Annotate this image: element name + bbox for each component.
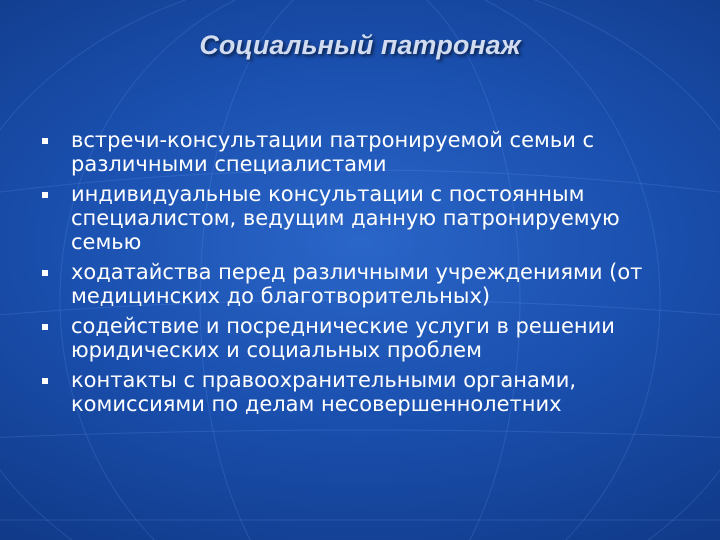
list-item-text: контакты с правоохранительными органами, комиссиями по делам несовершеннолетних — [71, 368, 577, 416]
list-item-text: индивидуальные консультации с постоянным специалистом, ведущим данную патронируемую семью — [71, 182, 620, 254]
square-bullet-icon — [42, 378, 48, 384]
square-bullet-icon — [42, 192, 48, 198]
list-item — [40, 182, 680, 254]
square-bullet-icon — [42, 138, 48, 144]
list-item — [40, 128, 680, 176]
list-item-text: ходатайства перед различными учреждениями (от медицинских до благотворительных) — [71, 260, 643, 308]
square-bullet-icon — [42, 324, 48, 330]
slide-title: Социальный патронаж — [199, 30, 521, 60]
list-item — [40, 314, 680, 362]
list-item-text: содействие и посреднические услуги в решении юридических и социальных проблем — [71, 314, 615, 362]
list-item-text: встречи-консультации патронируемой семьи с различными специалистами — [71, 128, 595, 176]
bullet-list — [40, 128, 680, 422]
list-item — [40, 260, 680, 308]
square-bullet-icon — [42, 270, 48, 276]
list-item — [40, 368, 680, 416]
